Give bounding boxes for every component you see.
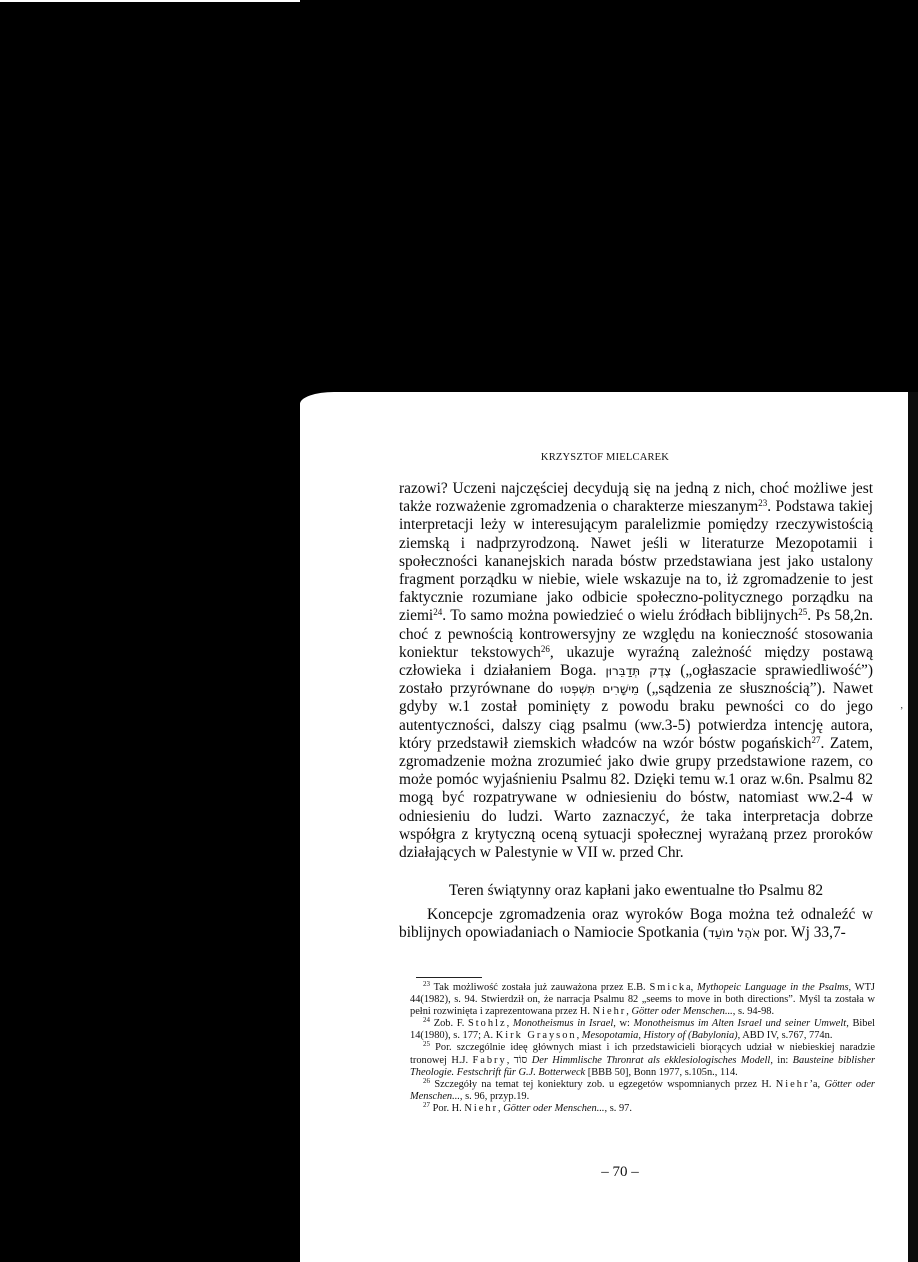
hebrew-phrase: מֵישָׁרִים תִּשְׁפְּטוּ: [560, 682, 640, 697]
footnote: $^{26}$ Szczegóły na temat tej koniektury zob. u egzegetów wspomnianych przez H. Niehr’a, Götter oder Menschen..., s. 96, przyp.19.: [410, 1076, 875, 1102]
footnote-separator: [416, 977, 482, 978]
footnote-ref: 26: [540, 643, 550, 654]
section-paragraph: Koncepcje zgromadzenia oraz wyroków Boga można też odnaleźć w biblijnych opowiadaniach o Namiocie Spotkania (אֹהֶל מוֹעֵד por. Wj 33,7-: [399, 906, 873, 942]
footnote-ref: 27: [811, 734, 821, 745]
footnotes: [410, 982, 875, 1115]
scan-right-edge: [908, 392, 918, 1262]
running-head: KRZYSZTOF MIELCAREK: [540, 452, 670, 463]
footnote: $^{23}$ Tak możliwość została już zauważona przez E.B. Smicka, Mythopeic Language in the Psalms, WTJ 44(1982), s. 94. Stwierdził on, że narracja Psalmu 82 „seems to move in both directions”. Myśl ta została w pełni rozwinięta i zaprezentowana przez H. Niehr, Götter oder Menschen..., s. 94-98.: [410, 980, 875, 1018]
footnote: $^{24}$ Zob. F. Stohlz, Monotheismus in Israel, w: Monotheismus im Alten Israel und seiner Umwelt, Bibel 14(1980), s. 177; A. Kirk Grayson, Mesopotamia, History of (Babylonia), ABD IV, s.767, 774n.: [410, 1016, 876, 1042]
paragraph: razowi? Uczeni najczęściej decydują się na jedną z nich, choć możliwe jest także rozważenie zgromadzenia o charakterze mieszanym$^{23}$. Podstawa takiej interpretacji leży w interesującym paralelizmie pomiędzy rzeczywistością ziemską i nadprzyrodzoną. Nawet jeśli w literaturze Mezopotamii i społeczności kananejskich narada bóstw przedstawiana jest jako ustalony fragment porządku w niebie, wiele wskazuje na to, iż zgromadzenie to jest faktycznie rozumiane jako odbicie społeczno-politycznego porządku na ziemi$^{24}$. To samo można powiedzieć o wielu źródłach biblijnych$^{25}$. Ps 58,2n. choć z pewnością kontrowersyjny ze względu na konieczność stosowania koniektur tekstowych$^{26}$, ukazuje wyraźną zależność między postawą człowieka i działaniem Boga. צֶדֶק תְּדַבֵּרוּן („ogłaszacie sprawiedliwość”) zostało przyrównane do מֵישָׁרִים תִּשְׁפְּטוּ („sądzenia ze słusznością”). Nawet gdyby w.1 został pominięty z powodu braku pewności co do jego autentyczności, dalszy ciąg psalmu (ww.3-5) potwierdza intencję autora, który przedstawił ziemskich władców na wzór bóstw pogańskich$^{27}$. Zatem, zgromadzenie można zrozumieć jako dwie grupy przedstawione razem, co może pomóc wyjaśnieniu Psalmu 82. Dzięki temu w.1 oraz w.6n. Psalmu 82 mogą być rozpatrywane w odniesieniu do bóstw, natomiast ww.2-4 w odniesieniu do ludzi. Warto zaznaczyć, że taka interpretacja dobrze współgra z krytyczną oceną sytuacji społecznej wyrażaną przez proroków działających w Palestynie w VII w. przed Chr.: [399, 480, 873, 862]
footnote-ref: 25: [798, 607, 808, 618]
hebrew-phrase: אֹהֶל מוֹעֵד: [708, 926, 761, 941]
footnote: $^{27}$ Por. H. Niehr, Götter oder Menschen..., s. 97.: [423, 1100, 632, 1114]
margin-mark: ‚: [900, 700, 904, 711]
page-number: – 70 –: [601, 1164, 639, 1180]
footnote-ref: 23: [758, 498, 768, 509]
footnote-ref: 24: [433, 607, 443, 618]
scan-edge-line: [0, 0, 300, 2]
book-page: [300, 392, 910, 1262]
footnote: $^{25}$ Por. szczególnie ideę głównych miast i ich przedstawicieli biorących udział w niebieskiej naradzie tronowej H.J. Fabry, סוֹד Der Himmlische Thronrat als ekklesiologisches Modell, in: Bausteine biblisher Theologie. Festschrift für G.J. Botterweck [BBB 50], Bonn 1977, s.105n., 114.: [410, 1040, 875, 1078]
main-paragraph: [399, 480, 873, 862]
hebrew-phrase: צֶדֶק תְּדַבֵּרוּן: [605, 664, 672, 679]
section-heading: Teren świątynny oraz kapłani jako ewentualne tło Psalmu 82: [448, 882, 824, 899]
